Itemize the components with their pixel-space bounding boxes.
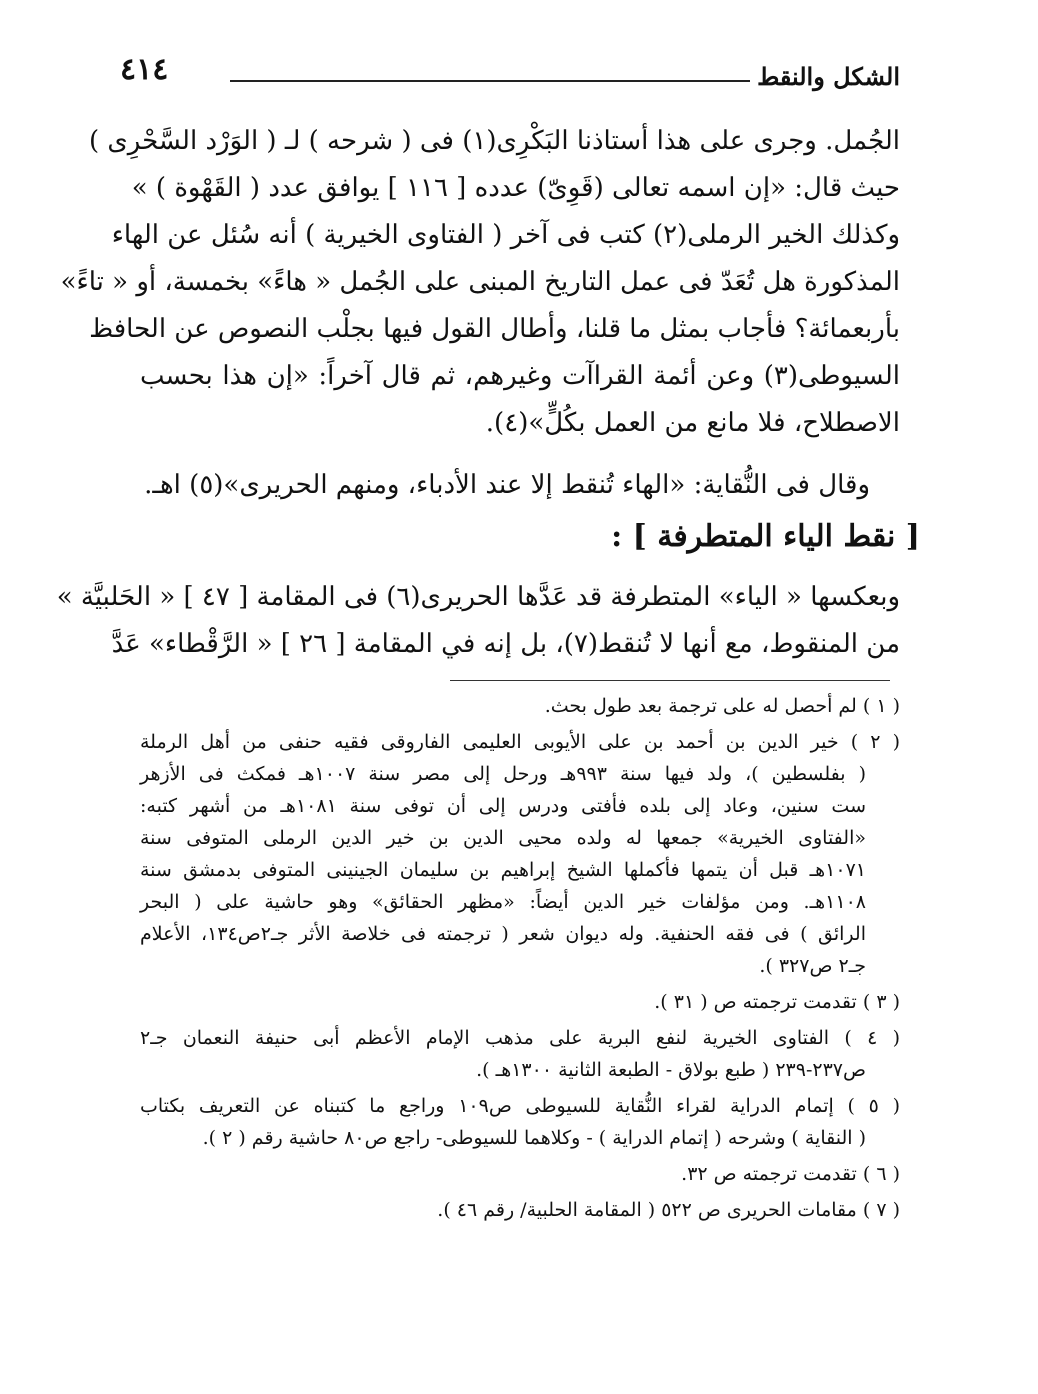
page-header [120,52,900,102]
paragraph-1 [60,118,900,447]
footnote-1 [140,690,900,722]
footnotes [140,690,900,1226]
footnote-line: «الفتاوى الخيرية» جمعها له ولده محيى الدين بن خير الدين الرملى المتوفى سنة [140,827,866,849]
header-rule [230,80,750,82]
text-line: حيث قال: «إن اسمه تعالى (قَوِىّ) عدده [ ١١٦ ] يوافق عدد ( القَهْوة ) » [131,173,900,203]
page-number: ٤١٤ [120,52,169,87]
footnote-3 [140,986,900,1018]
text-line: الجُمل. وجرى على هذا أستاذنا البَكْرِى(١) فى ( شرحه ) لـ ( الوَرْد السَّحْرِى ) [88,126,900,156]
footnote-4 [140,1022,900,1086]
text-line: وكذلك الخير الرملى(٢) كتب فى آخر ( الفتاوى الخيرية ) أنه سُئل عن الهاء [111,220,900,250]
footnote-6 [140,1158,900,1190]
section-heading: [ نقط الياء المتطرفة ] : [611,519,920,554]
footnote-line: ( ١ ) لم أحصل له على ترجمة بعد طول بحث. [544,695,900,717]
footnote-line: ( بفلسطين )، ولد فيها سنة ٩٩٣هـ ورحل إلى مصر سنة ١٠٠٧هـ فمكث فى الأزهر [140,763,866,785]
text-line: السيوطى(٣) وعن أئمة القراآت وغيرهم، ثم قال آخراً: «إن هذا بحسب [140,361,900,391]
footnote-5 [140,1090,900,1154]
footnote-line: ١٠٧١هـ قبل أن يتمها فأكملها الشيخ إبراهيم بن سليمان الجينينى المتوفى بدمشق سنة [140,859,866,881]
footnote-line: ( ٢ ) خير الدين بن أحمد بن على الأيوبى العليمى الفاروقى فقيه حنفى من أهل الرملة [140,731,900,753]
text-line: المذكورة هل تُعَدّ فى عمل التاريخ المبنى على الجُمل « هاءً» بخمسة، أو « تاءً» [60,267,900,297]
paragraph-2 [144,462,870,509]
footnote-line: ص٢٣٧-٢٣٩ ( طبع بولاق - الطبعة الثانية ١٣٠٠هـ ). [476,1059,866,1081]
footnote-line: ( ٣ ) تقدمت ترجمته ص ( ٣١ ). [654,991,900,1013]
text-line: وبعكسها « الياء» المتطرفة قد عَدَّها الحريرى(٦) فى المقامة [ ٤٧ ] « الحَلبيَّة » [56,582,900,612]
running-title: الشكل والنقط [757,62,900,91]
footnote-line: ( ٤ ) الفتاوى الخيرية لنفع البرية على مذهب الإمام الأعظم أبى حنيفة النعمان جـ٢ [140,1027,900,1049]
footnote-line: ١١٠٨هـ. ومن مؤلفات خير الدين أيضاً: «مظهر الحقائق» وهو حاشية على ( البحر [140,891,866,913]
footnote-line: جـ٢ ص٣٢٧ ). [759,955,866,977]
footnote-separator [450,680,890,681]
footnote-line: ( ٦ ) تقدمت ترجمته ص ٣٢. [681,1163,900,1185]
footnote-line: ست سنين، وعاد إلى بلده فأفتى ودرس إلى أن توفى سنة ١٠٨١هـ من أشهر كتبه: [140,795,867,817]
footnote-line: الرائق ) فى فقه الحنفية. وله ديوان شعر ( ترجمته فى خلاصة الأثر جـ٢ص١٣٤، الأعلام [140,923,866,945]
footnote-line: ( النقاية ) وشرحه ( إتمام الدراية ) - وكلاهما للسيوطى- راجع ص٨٠ حاشية رقم ( ٢ ). [202,1127,866,1149]
text-line: الاصطلاح، فلا مانع من العمل بكُلٍّ»(٤). [485,408,900,438]
text-line: وقال فى النُّقاية: «الهاء تُنقط إلا عند الأدباء، ومنهم الحريرى»(٥) اهـ. [144,470,870,500]
footnote-line: ( ٥ ) إتمام الدراية لقراء النُّقاية للسيوطى ص١٠٩ وراجع ما كتبناه عن التعريف بكتاب [140,1095,901,1117]
paragraph-3 [56,574,900,668]
footnote-line: ( ٧ ) مقامات الحريرى ص ٥٢٢ ( المقامة الحلبية/ رقم ٤٦ ). [437,1199,900,1221]
footnote-2 [140,726,900,982]
footnote-7 [140,1194,900,1226]
text-line: من المنقوط، مع أنها لا تُنقط(٧)، بل إنه في المقامة [ ٢٦ ] « الرَّقْطاء» عَدَّ [111,629,900,659]
text-line: بأربعمائة؟ فأجاب بمثل ما قلنا، وأطال القول فيها بجلْب النصوص عن الحافظ [89,314,900,344]
